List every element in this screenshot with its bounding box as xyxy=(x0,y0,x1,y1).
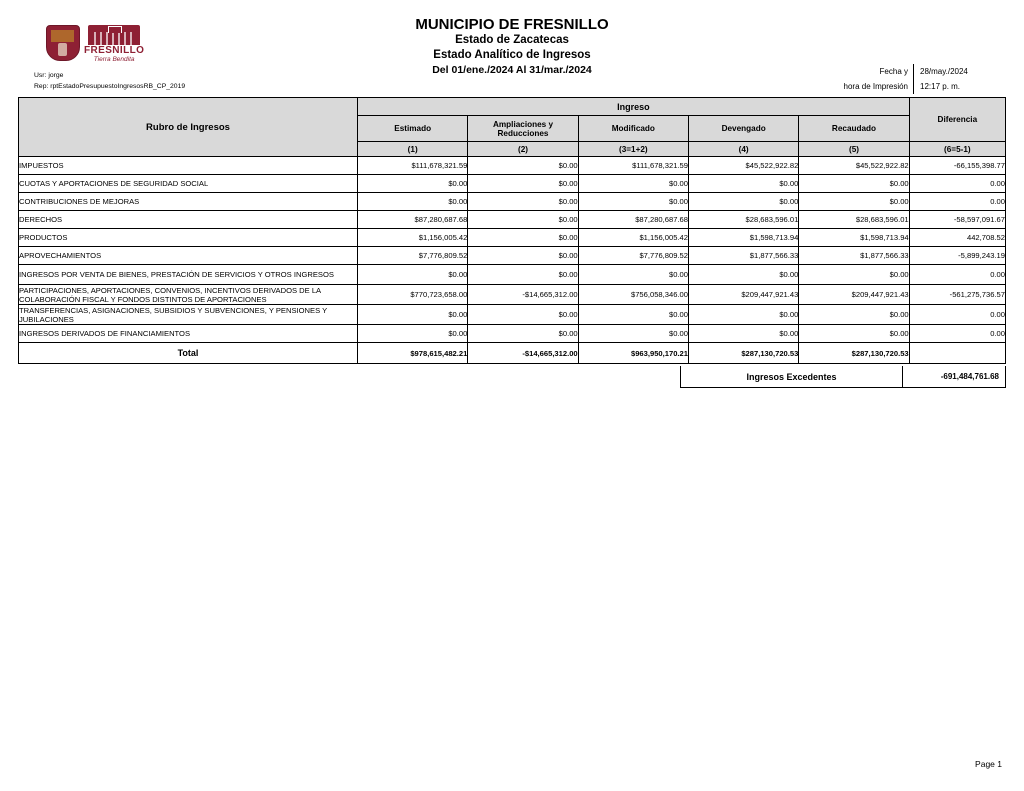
report-header xyxy=(0,0,1024,91)
print-time-row xyxy=(844,79,1006,94)
total-recaudado: $287,130,720.53 xyxy=(799,343,909,364)
excedentes-value: -691,484,761.68 xyxy=(940,372,999,381)
state-subtitle: Estado de Zacatecas xyxy=(455,34,569,46)
table-row xyxy=(19,229,1006,247)
row-devengado: $0.00 xyxy=(689,175,799,193)
row-concept: APROVECHAMIENTOS xyxy=(19,247,358,265)
ingresos-excedentes-block xyxy=(680,366,1006,388)
header-num-2: (2) xyxy=(468,142,578,157)
user-info xyxy=(34,70,185,92)
row-estimado: $0.00 xyxy=(358,265,468,285)
row-recaudado: $0.00 xyxy=(799,175,909,193)
table-total-row xyxy=(19,343,1006,364)
row-concept: CUOTAS Y APORTACIONES DE SEGURIDAD SOCIAL xyxy=(19,175,358,193)
row-diferencia: -66,155,398.77 xyxy=(909,157,1005,175)
row-concept: PARTICIPACIONES, APORTACIONES, CONVENIOS, INCENTIVOS DERIVADOS DE LA COLABORACIÓN FISCAL Y FONDOS DISTINTOS DE APORTACIONES xyxy=(19,285,358,305)
page-number: Page 1 xyxy=(975,759,1002,769)
report-period: Del 01/ene./2024 Al 31/mar./2024 xyxy=(432,64,592,76)
header-modificado: Modificado xyxy=(578,116,688,142)
row-ampliaciones: $0.00 xyxy=(468,265,578,285)
report-id-line: Rep: rptEstadoPresupuestoIngresosRB_CP_2019 xyxy=(34,83,186,90)
row-devengado: $0.00 xyxy=(689,325,799,343)
table-row xyxy=(19,211,1006,229)
table-row xyxy=(19,157,1006,175)
row-modificado: $0.00 xyxy=(578,305,688,325)
total-estimado: $978,615,482.21 xyxy=(358,343,468,364)
row-recaudado: $0.00 xyxy=(799,193,909,211)
row-devengado: $209,447,921.43 xyxy=(689,285,799,305)
row-ampliaciones: $0.00 xyxy=(468,175,578,193)
row-ampliaciones: $0.00 xyxy=(468,211,578,229)
row-devengado: $0.00 xyxy=(689,193,799,211)
row-estimado: $0.00 xyxy=(358,193,468,211)
row-modificado: $0.00 xyxy=(578,265,688,285)
row-recaudado: $1,877,566.33 xyxy=(799,247,909,265)
total-modificado: $963,950,170.21 xyxy=(578,343,688,364)
row-modificado: $87,280,687.68 xyxy=(578,211,688,229)
row-ampliaciones: $0.00 xyxy=(468,193,578,211)
header-ampliaciones: Ampliaciones y Reducciones xyxy=(468,116,578,142)
table-row xyxy=(19,175,1006,193)
header-num-6: (6=5-1) xyxy=(909,142,1005,157)
print-meta xyxy=(844,64,1006,94)
row-diferencia: 442,708.52 xyxy=(909,229,1005,247)
row-recaudado: $0.00 xyxy=(799,305,909,325)
header-recaudado: Recaudado xyxy=(799,116,909,142)
row-estimado: $87,280,687.68 xyxy=(358,211,468,229)
print-date-value: 28/may./2024 xyxy=(913,64,1006,79)
row-concept: DERECHOS xyxy=(19,211,358,229)
total-ampliaciones: -$14,665,312.00 xyxy=(468,343,578,364)
row-modificado: $756,058,346.00 xyxy=(578,285,688,305)
row-ampliaciones: $0.00 xyxy=(468,157,578,175)
row-concept: TRANSFERENCIAS, ASIGNACIONES, SUBSIDIOS Y SUBVENCIONES, Y PENSIONES Y JUBILACIONES xyxy=(19,305,358,325)
row-estimado: $770,723,658.00 xyxy=(358,285,468,305)
row-modificado: $1,156,005.42 xyxy=(578,229,688,247)
row-concept: INGRESOS DERIVADOS DE FINANCIAMIENTOS xyxy=(19,325,358,343)
print-date-row xyxy=(844,64,1006,79)
table-row xyxy=(19,325,1006,343)
row-estimado: $0.00 xyxy=(358,175,468,193)
row-estimado: $7,776,809.52 xyxy=(358,247,468,265)
row-recaudado: $0.00 xyxy=(799,265,909,285)
header-diferencia: Diferencia xyxy=(909,98,1005,142)
row-recaudado: $1,598,713.94 xyxy=(799,229,909,247)
row-diferencia: 0.00 xyxy=(909,305,1005,325)
row-diferencia: -58,597,091.67 xyxy=(909,211,1005,229)
row-modificado: $0.00 xyxy=(578,193,688,211)
print-time-label: hora de Impresión xyxy=(843,82,908,91)
row-devengado: $0.00 xyxy=(689,305,799,325)
excedentes-label: Ingresos Excedentes xyxy=(681,366,903,387)
row-estimado: $111,678,321.59 xyxy=(358,157,468,175)
header-rubro: Rubro de Ingresos xyxy=(19,98,358,157)
print-time-value: 12:17 p. m. xyxy=(913,79,1006,94)
income-analysis-table xyxy=(18,97,1006,364)
row-concept: CONTRIBUCIONES DE MEJORAS xyxy=(19,193,358,211)
row-diferencia: 0.00 xyxy=(909,193,1005,211)
row-recaudado: $28,683,596.01 xyxy=(799,211,909,229)
total-devengado: $287,130,720.53 xyxy=(689,343,799,364)
table-row xyxy=(19,193,1006,211)
row-ampliaciones: -$14,665,312.00 xyxy=(468,285,578,305)
row-devengado: $28,683,596.01 xyxy=(689,211,799,229)
row-estimado: $1,156,005.42 xyxy=(358,229,468,247)
header-num-1: (1) xyxy=(358,142,468,157)
entity-title: MUNICIPIO DE FRESNILLO xyxy=(415,16,609,33)
row-modificado: $111,678,321.59 xyxy=(578,157,688,175)
row-recaudado: $0.00 xyxy=(799,325,909,343)
row-concept: INGRESOS POR VENTA DE BIENES, PRESTACIÓN DE SERVICIOS Y OTROS INGRESOS xyxy=(19,265,358,285)
header-num-5: (5) xyxy=(799,142,909,157)
row-modificado: $7,776,809.52 xyxy=(578,247,688,265)
table-row xyxy=(19,285,1006,305)
print-date-label: Fecha y xyxy=(879,67,908,76)
row-devengado: $0.00 xyxy=(689,265,799,285)
row-estimado: $0.00 xyxy=(358,325,468,343)
row-devengado: $1,598,713.94 xyxy=(689,229,799,247)
user-line: Usr: jorge xyxy=(34,72,64,79)
row-concept: PRODUCTOS xyxy=(19,229,358,247)
header-estimado: Estimado xyxy=(358,116,468,142)
table-header-group-row xyxy=(19,98,1006,116)
total-label: Total xyxy=(19,343,358,364)
row-diferencia: 0.00 xyxy=(909,325,1005,343)
table-row xyxy=(19,247,1006,265)
table-row xyxy=(19,305,1006,325)
header-num-3: (3=1+2) xyxy=(578,142,688,157)
row-modificado: $0.00 xyxy=(578,325,688,343)
row-diferencia: 0.00 xyxy=(909,265,1005,285)
row-estimado: $0.00 xyxy=(358,305,468,325)
header-devengado: Devengado xyxy=(689,116,799,142)
row-recaudado: $209,447,921.43 xyxy=(799,285,909,305)
report-title: Estado Analítico de Ingresos xyxy=(433,49,591,61)
row-concept: IMPUESTOS xyxy=(19,157,358,175)
row-devengado: $1,877,566.33 xyxy=(689,247,799,265)
row-devengado: $45,522,922.82 xyxy=(689,157,799,175)
header-ingreso-group: Ingreso xyxy=(358,98,910,116)
row-diferencia: -561,275,736.57 xyxy=(909,285,1005,305)
logo-name: FRESNILLO xyxy=(84,44,145,56)
header-num-4: (4) xyxy=(689,142,799,157)
row-ampliaciones: $0.00 xyxy=(468,305,578,325)
row-ampliaciones: $0.00 xyxy=(468,229,578,247)
row-recaudado: $45,522,922.82 xyxy=(799,157,909,175)
row-modificado: $0.00 xyxy=(578,175,688,193)
row-ampliaciones: $0.00 xyxy=(468,325,578,343)
total-diferencia xyxy=(909,343,1005,364)
row-diferencia: -5,899,243.19 xyxy=(909,247,1005,265)
table-row xyxy=(19,265,1006,285)
row-ampliaciones: $0.00 xyxy=(468,247,578,265)
logo-tagline: Tierra Bendita xyxy=(93,55,135,63)
row-diferencia: 0.00 xyxy=(909,175,1005,193)
